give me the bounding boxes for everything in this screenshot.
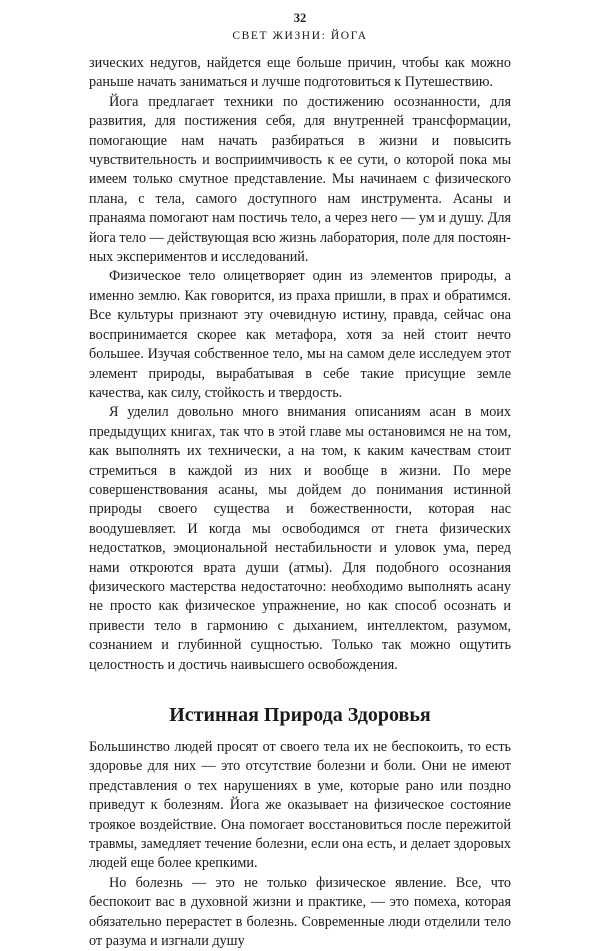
- section-paragraph-2: Но болезнь — это не только физическое явление. Все, что беспокоит вас в духовной жизни и практике, — это помеха, которая обязательно перерастет в болезнь. Современные люди отделили тело от разума и изгнали душу: [89, 874, 511, 950]
- section-heading: Истинная Природа Здоровья: [169, 704, 431, 726]
- paragraph-2: Йога предлагает техники по достижению осознанности, для развития, для постижения себя, для внутренней трансформации, помогающие нам начать разбираться в жизни и повысить чувствительность и восприимчивость к ее сути, о которой пока мы имеем только смутное представление. Мы начинаем с физического плана, с тела, самого доступного нам инструмента. Асаны и пранаяма помогают нам постичь тело, а через него — ум и душу. Для йога тело — действующая всю жизнь лаборатория, поле для постоянных экспериментов и исследований.: [89, 93, 511, 266]
- body-text: [89, 54, 511, 951]
- running-head: [0, 11, 600, 44]
- section-body: [89, 738, 511, 951]
- paragraph-1: зических недугов, найдется еще больше причин, чтобы как можно раньше начать заниматься и лучше подготовиться к Путешествию.: [89, 55, 511, 91]
- running-title: СВЕТ ЖИЗНИ: ЙОГА: [232, 30, 368, 42]
- paragraph-3: Физическое тело олицетворяет один из элементов природы, а именно землю. Как говорится, из праха пришли, в прах и обратимся. Все культуры признают эту очевидную истину, правда, сейчас она воспринимается скорее как метафора, хотя за ней стоит нечто большее. Изучая собственное тело, мы на самом деле исследуем этот элемент природы, вырабатывая в себе такие присущие земле качества, как силу, стойкость и твердость.: [89, 268, 511, 401]
- section-paragraph-1: Большинство людей просят от своего тела их не беспокоить, то есть здоровье для них — это отсутствие болезни и боли. Они не имеют представления о тех нарушениях в уме, которые рано или поздно приведут к болезням. Йога же оказывает на физическое состояние троякое воздействие. Она помогает восстановиться после пережитой травмы, замедляет течение болезни, если она есть, и делает здоровых людей еще более крепкими.: [89, 739, 511, 872]
- page-number: 32: [293, 11, 307, 25]
- paragraph-4: Я уделил довольно много внимания описаниям асан в моих предыдущих книгах, так что в этой главе мы остановимся не на том, как выполнять их технически, а на том, к каким качествам стоит стремиться в каждой из них и вообще в жизни. По мере совершенствования асаны, мы дойдем до понимания истинной природы своего существа и божественности, которая нас воодушевляет. И когда мы освободимся от гнета физических недостатков, эмоциональной нестабильности и уловок ума, перед нами откроются врата души (атмы). Для подобного осознания физического мастерства недостаточно: необходимо выполнять асану не просто как физическое упражнение, но как способ осознать и привести тело в гармонию с дыханием, интеллектом, разумом, сознанием и глубинной сущностью. Только так можно ощутить целостность и достичь наивысшего освобождения.: [89, 404, 511, 673]
